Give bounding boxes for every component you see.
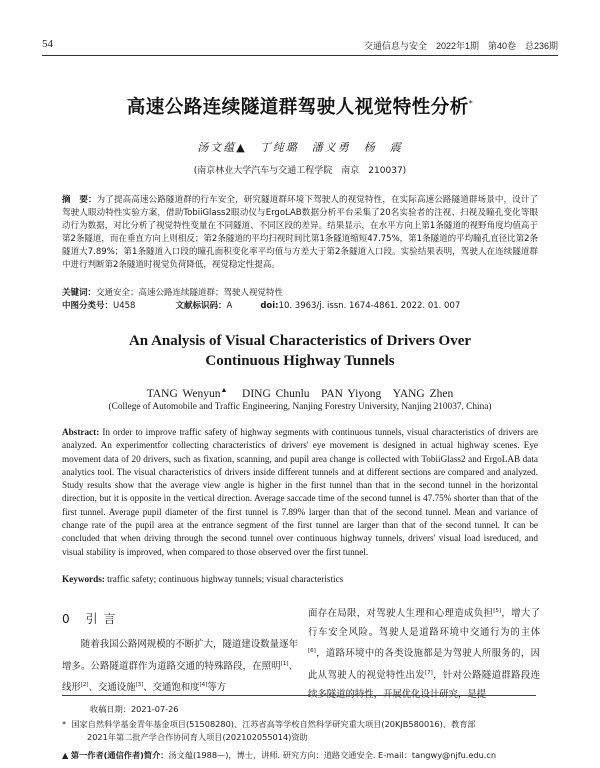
body-column-left — [62, 636, 298, 698]
title-english-line1: An Analysis of Visual Characteristics of Drivers Over — [128, 333, 472, 349]
authors-english — [0, 385, 600, 401]
body-right-text: ，增大了行车安全风险。驾驶人是道路环境中交通行为的主体 — [308, 608, 540, 638]
doi-label: doi: — [260, 301, 279, 311]
keywords-chinese-label: 关键词： — [62, 288, 97, 298]
authors-chinese: 汤文蕴▲ 丁纯璐 潘义勇 杨 震 — [197, 141, 403, 154]
fund-mark: * — [62, 719, 67, 729]
author-first: TANG Wenyun — [146, 388, 221, 400]
section-heading — [62, 610, 121, 627]
body-left-text: 、交通饱和度 — [143, 682, 200, 694]
abstract-english — [62, 426, 538, 559]
author-mark: ▲ — [220, 386, 228, 395]
header-rule — [42, 55, 558, 56]
keywords-english — [62, 574, 538, 584]
bio-mark: ▲ — [62, 750, 69, 760]
keywords-english-label: Keywords: — [62, 574, 105, 584]
doi-value: 10. 3963/j. issn. 1674-4861. 2022. 01. 007 — [278, 301, 461, 311]
body-right-text: ，道路环境中的各类设施都是为驾驶人所服务的，因此从驾驶人的视觉特性出发 — [308, 648, 540, 682]
citation: [7] — [424, 670, 433, 677]
footnote-rule — [62, 695, 536, 696]
citation: [1] — [280, 660, 289, 667]
affiliation-english: (College of Automobile and Traffic Engineering, Nanjing Forestry University, Nanjing 210037, China) — [108, 402, 492, 412]
title-chinese — [0, 93, 600, 119]
body-right-text: 面存在局限，对驾驶人生理和心理造成负担 — [308, 608, 494, 620]
title-chinese-text: 高速公路连续隧道群驾驶人视觉特性分析 — [126, 97, 469, 118]
title-footnote-mark: * — [468, 98, 474, 108]
affiliation-chinese: (南京林业大学汽车与交通工程学院 南京 210037) — [193, 166, 407, 176]
keywords-english-text: traffic safety; continuous highway tunnels; visual characteristics — [107, 574, 344, 584]
citation: [5] — [493, 608, 501, 614]
body-left-text: 等方 — [207, 682, 227, 694]
body-left-text: 、交通设施 — [88, 682, 136, 694]
journal-info: 交通信息与安全 2022年1期 第40卷 总236期 — [363, 41, 558, 51]
clc-label: 中图分类号： — [62, 301, 114, 311]
body-right-text: ，针对公路隧道群路段连 — [432, 670, 540, 682]
citation: [3] — [135, 682, 144, 689]
citation: [4] — [199, 682, 208, 689]
bio-text: 汤文蕴(1988—)，博士，讲师. 研究方向：道路交通安全. E-mail：tangwy@njfu.edu.cn — [168, 750, 497, 760]
footnote-author-bio — [62, 749, 542, 762]
classification-row — [62, 300, 538, 313]
doc-code-value: A — [226, 301, 233, 311]
section-number: 0 — [62, 612, 76, 626]
keywords-chinese — [62, 287, 538, 300]
fund-line1: 国家自然科学基金青年基金项目(51508280)、江苏省高等学校自然科学研究重大项目(20KJB580016)、教育部 — [71, 719, 476, 729]
body-left-text: 随着我国公路网规模的不断扩大，隧道建设数量逐年增多。公路隧道群作为道路交通的特殊路段，在照明 — [62, 639, 298, 672]
fund-line2: 2021年第二批产学合作协同育人项目(202102055014)资助 — [87, 731, 308, 742]
abstract-chinese-label: 摘 要： — [62, 195, 97, 205]
doc-code-label: 文献标识码： — [175, 301, 227, 311]
section-title: 引言 — [85, 612, 122, 626]
running-header — [42, 38, 558, 54]
bio-label: 第一作者(通信作者)简介： — [70, 750, 169, 760]
footnote-received: 收稿日期：2021-07-26 — [90, 704, 179, 714]
page-number: 54 — [42, 38, 53, 50]
body-column-right — [308, 602, 540, 704]
abstract-chinese-text: 为了提高高速公路隧道群的行车安全，研究隧道群环境下驾驶人的视觉特性，在实际高速公路隧道群场景中，设计了驾驶人眼动特性实验方案，借助TobiiGlass2眼动仪与ErgoLAB数据分析平台采集了20名实验者的注视、扫视及瞳孔变化等眼动行为数据，对比分析了视觉特性变量在不同隧道、不同区段的差异。结果显示，在水平方向上第1条隧道的视野角度均值高于第2条隧道，而在垂直方向上则相反；第2条隧道的平均扫视时间比第1条隧道缩短47.75%，第1条隧道的平均瞳孔直径比第2条隧道大7.89%；第1条隧道入口段的瞳孔面积变化率平均值与方差大于第2条隧道入口段。实验结果表明，驾驶人在连续隧道群中进行判断第2条隧道时视觉负荷降低，视觉稳定性提高。 — [62, 195, 538, 270]
title-english — [0, 331, 600, 371]
abstract-english-label: Abstract: — [62, 427, 100, 437]
authors-rest: DING Chunlu PAN Yiyong YANG Zhen — [242, 388, 454, 400]
keywords-chinese-text: 交通安全；高速公路连续隧道群；驾驶人视觉特性 — [96, 288, 284, 298]
abstract-english-text: In order to improve traffic safety of highway segments with continuous tunnels, visual characteristics of drivers are analyzed. An experimentfor collecting characteristics of drivers' eye movement is designed in actual highway scenes. Eye movement data of 20 drivers, such as fixation, scanning, and pupil area change is collected with TobiiGlass2 and ErgoLAB data analytics tool. The visual characteristics of drivers inside different tunnels and at different sections are compared and analyzed. Study results show that the average view angle is higher in the first tunnel than that in the second tunnel in the horizontal direction, but it is opposite in the vertical direction. Average saccade time of the second tunnel is 47.75% shorter than that of the first tunnel. Average pupil diameter of the first tunnel is 7.89% larger than that of the second tunnel. Mean and variance of change rate of the pupil area at the entrance segment of the first tunnel are larger than that of the second tunnel. It can be concluded that when driving through the second tunnel over continuous highway tunnels, drivers' visual load isreduced, and visual stability is improved, when compared to those observed over the first tunnel. — [62, 427, 539, 557]
clc-value: U458 — [113, 301, 136, 311]
abstract-chinese — [62, 194, 538, 271]
body-left-text: 、线形 — [62, 660, 298, 694]
meta-chinese — [62, 287, 538, 313]
citation: [6] — [308, 648, 316, 655]
title-english-line2: Continuous Highway Tunnels — [205, 353, 395, 369]
citation: [2] — [80, 682, 89, 689]
footnote-fund — [62, 718, 542, 743]
